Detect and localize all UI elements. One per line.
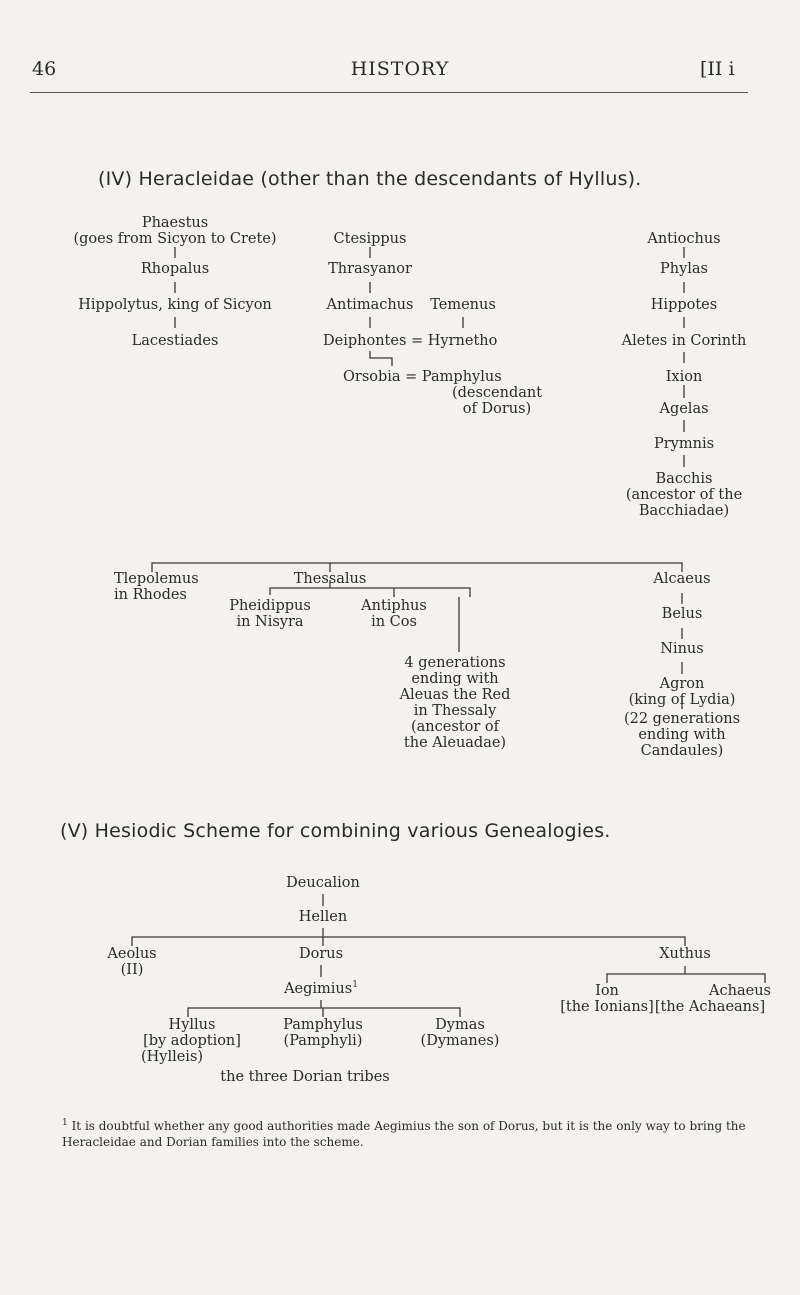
note-hyllus-1: [by adoption] [143, 1033, 241, 1049]
marriage-orsobia-pamphylus: Orsobia = Pamphylus [343, 369, 502, 385]
person-phaestus: Phaestus [141, 215, 209, 231]
footnote-text: It is doubtful whether any good authorities made Aegimius the son of Dorus, but it is the only way to bring the Heracleidae and Dorian families into the scheme. [62, 1119, 746, 1150]
person-hyllus: Hyllus [168, 1017, 216, 1033]
running-title: HISTORY [350, 58, 450, 80]
person-tlepolemus: Tlepolemus [114, 571, 199, 587]
note-aleuas-3: the Aleuadae) [403, 735, 507, 751]
note-antiphus: in Cos [371, 614, 417, 630]
person-bacchis: Bacchis [655, 471, 713, 487]
footnote-marker: 1 [352, 980, 358, 990]
note-tlepolemus: in Rhodes [114, 587, 187, 603]
page-number: 46 [32, 58, 57, 80]
person-dymas: Dymas [435, 1017, 485, 1033]
chapter-reference: [II i [700, 58, 735, 80]
person-antiochus: Antiochus [647, 231, 721, 247]
person-thessalus: Thessalus [293, 571, 367, 587]
person-ixion: Ixion [665, 369, 703, 385]
note-hyllus-2: (Hylleis) [140, 1049, 204, 1065]
note-4-generations-1: 4 generations [404, 655, 506, 671]
marriage-deiphontes-hyrnetho: Deiphontes = Hyrnetho [323, 333, 498, 349]
footnote [62, 1117, 752, 1150]
note-three-dorian-tribes: the three Dorian tribes [220, 1069, 390, 1085]
note-aleuas-2: (ancestor of [411, 719, 499, 735]
note-22-generations-2: ending with [638, 727, 726, 743]
person-xuthus: Xuthus [659, 946, 711, 962]
person-belus: Belus [661, 606, 703, 622]
aegimius-label: Aegimius [284, 980, 353, 997]
person-dorus: Dorus [298, 946, 344, 962]
person-pheidippus: Pheidippus [229, 598, 311, 614]
person-deucalion: Deucalion [286, 875, 360, 891]
footnote-number: 1 [62, 1118, 68, 1128]
section-iv-title: (IV) Heracleidae (other than the descendants of Hyllus). [98, 168, 642, 190]
person-ctesippus: Ctesippus [333, 231, 407, 247]
person-antimachus: Antimachus [326, 297, 414, 313]
note-pamphylus-2: of Dorus) [462, 401, 532, 417]
note-pamphylus: (Pamphyli) [283, 1033, 363, 1049]
note-aeolus: (II) [120, 962, 144, 978]
person-agelas: Agelas [659, 401, 709, 417]
note-4-generations-2: ending with [411, 671, 499, 687]
note-dymas: (Dymanes) [420, 1033, 500, 1049]
person-hippolytus: Hippolytus, king of Sicyon [78, 297, 272, 313]
person-aeolus: Aeolus [107, 946, 157, 962]
note-22-generations-3: Candaules) [640, 743, 724, 759]
note-ion: [the Ionians] [560, 999, 654, 1015]
person-aleuas: Aleuas the Red [399, 687, 511, 703]
note-pamphylus-1: (descendant [451, 385, 543, 401]
note-aleuas-1: in Thessaly [413, 703, 497, 719]
note-achaeus: [the Achaeans] [654, 999, 766, 1015]
person-antiphus: Antiphus [361, 598, 427, 614]
person-aegimius [284, 981, 358, 996]
person-lacestiades: Lacestiades [131, 333, 219, 349]
person-prymnis: Prymnis [653, 436, 715, 452]
person-pamphylus: Pamphylus [283, 1017, 363, 1033]
person-hellen: Hellen [298, 909, 348, 925]
person-alcaeus: Alcaeus [653, 571, 711, 587]
note-bacchis-2: Bacchiadae) [638, 503, 730, 519]
note-phaestus: (goes from Sicyon to Crete) [73, 231, 277, 247]
note-bacchis-1: (ancestor of the [625, 487, 743, 503]
person-temenus: Temenus [430, 297, 496, 313]
person-rhopalus: Rhopalus [140, 261, 210, 277]
note-agron: (king of Lydia) [628, 692, 736, 708]
note-pheidippus: in Nisyra [236, 614, 304, 630]
person-ninus: Ninus [660, 641, 704, 657]
person-aletes: Aletes in Corinth [621, 333, 747, 349]
note-22-generations-1: (22 generations [623, 711, 741, 727]
person-achaeus: Achaeus [709, 983, 771, 999]
person-ion: Ion [595, 983, 619, 999]
person-phylas: Phylas [659, 261, 709, 277]
section-v-title: (V) Hesiodic Scheme for combining various Genealogies. [60, 820, 611, 842]
person-agron: Agron [659, 676, 705, 692]
person-thrasyanor: Thrasyanor [328, 261, 412, 277]
person-hippotes: Hippotes [650, 297, 718, 313]
